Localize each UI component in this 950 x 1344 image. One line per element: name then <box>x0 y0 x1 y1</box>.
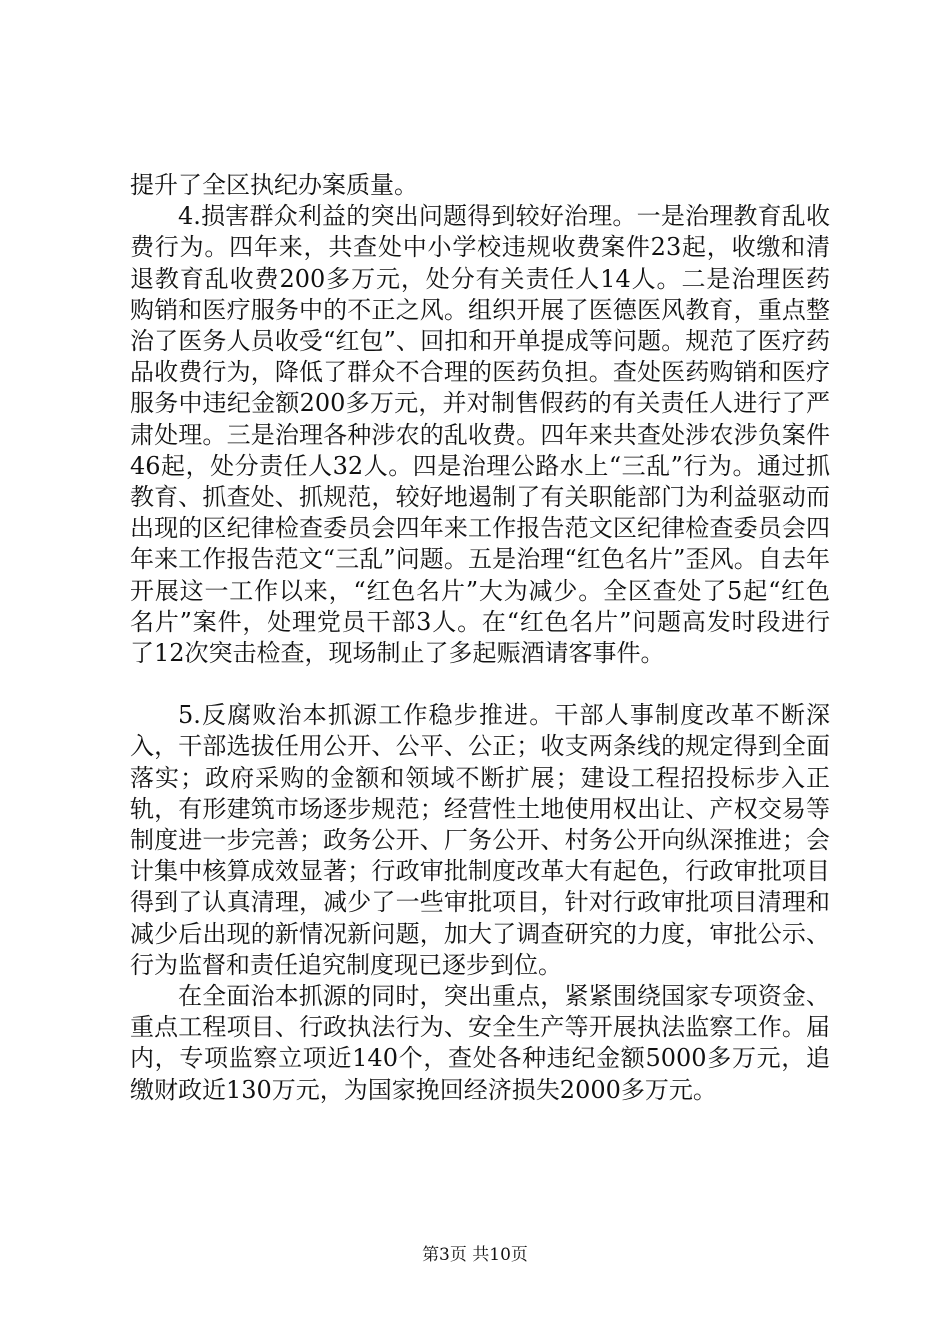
page-number-footer: 第3页 共10页 <box>422 1245 528 1265</box>
paragraph-item-5: 5.反腐败治本抓源工作稳步推进。干部人事制度改革不断深入，干部选拔任用公开、公平、公正；收支两条线的规定得到全面落实；政府采购的金额和领域不断扩展；建设工程招投标步入正轨，有形建筑市场逐步规范；经营性土地使用权出让、产权交易等制度进一步完善；政务公开、厂务公开、村务公开向纵深推进；会计集中核算成效显著；行政审批制度改革大有起色，行政审批项目得到了认真清理，减少了一些审批项目，针对行政审批项目清理和减少后出现的新情况新问题，加大了调查研究的力度，审批公示、行为监督和责任追究制度现已逐步到位。 <box>130 701 830 979</box>
paragraph-supervision: 在全面治本抓源的同时，突出重点，紧紧围绕国家专项资金、重点工程项目、行政执法行为、安全生产等开展执法监察工作。届内，专项监察立项近140个，查处各种违纪金额5000多万元，追缴财政近130万元，为国家挽回经济损失2000多万元。 <box>130 982 830 1104</box>
paragraph-continuation: 提升了全区执纪办案质量。 <box>130 171 418 199</box>
document-body <box>130 170 830 1106</box>
paragraph-spacer <box>130 669 830 700</box>
paragraph-item-4: 4.损害群众利益的突出问题得到较好治理。一是治理教育乱收费行为。四年来，共查处中小学校违规收费案件23起，收缴和清退教育乱收费200多万元，处分有关责任人14人。二是治理医药购销和医疗服务中的不正之风。组织开展了医德医风教育，重点整治了医务人员收受“红包”、回扣和开单提成等问题。规范了医疗药品收费行为，降低了群众不合理的医药负担。查处医药购销和医疗服务中违纪金额200多万元，并对制售假药的有关责任人进行了严肃处理。三是治理各种涉农的乱收费。四年来共查处涉农涉负案件46起，处分责任人32人。四是治理公路水上“三乱”行为。通过抓教育、抓查处、抓规范，较好地遏制了有关职能部门为利益驱动而出现的区纪律检查委员会四年来工作报告范文区纪律检查委员会四年来工作报告范文“三乱”问题。五是治理“红色名片”歪风。自去年开展这一工作以来，“红色名片”大为减少。全区查处了5起“红色名片”案件，处理党员干部3人。在“红色名片”问题高发时段进行了12次突击检查，现场制止了多起赈酒请客事件。 <box>130 202 830 668</box>
